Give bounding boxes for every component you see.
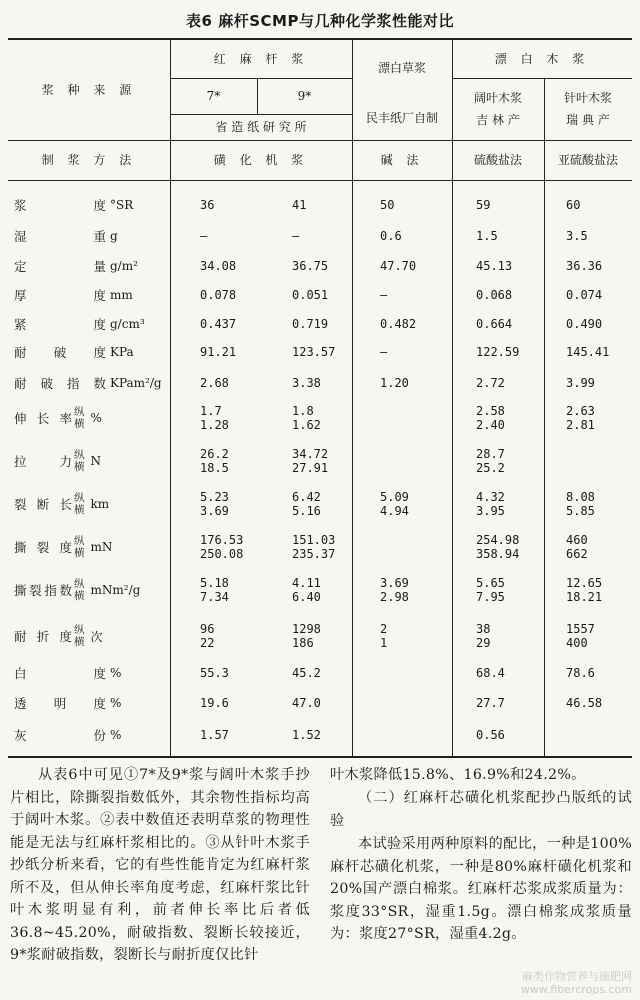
- row-label-sub: [74, 624, 85, 648]
- cell-c9: [292, 533, 335, 561]
- row-label-sub-item: 纵: [74, 449, 85, 461]
- cell-value: 400: [566, 636, 588, 650]
- row-label: [14, 191, 174, 219]
- cell-broad: 0.068: [476, 288, 513, 302]
- cell-value: 4.94: [380, 504, 409, 518]
- cell-c9: [292, 404, 321, 432]
- cell-straw: [380, 490, 409, 518]
- method-straw: 碱 法: [380, 153, 424, 167]
- row-label-sub: [74, 578, 85, 602]
- cell-value: 26.2: [200, 447, 229, 461]
- row-label: [14, 223, 174, 249]
- cell-c7: [200, 447, 229, 475]
- cell-value: 1557: [566, 622, 595, 636]
- row-label: [14, 283, 174, 307]
- cell-value: 5.85: [566, 504, 595, 518]
- cell-c7: 0.078: [200, 288, 237, 302]
- cell-value: 5.65: [476, 576, 505, 590]
- cell-broad: 27.7: [476, 696, 505, 710]
- cell-value: 3.69: [380, 576, 409, 590]
- cell-value: 1.7: [200, 404, 222, 418]
- cell-value: 2.40: [476, 418, 505, 432]
- row-label-unit: °SR: [110, 198, 134, 212]
- cell-value: 1.28: [200, 418, 229, 432]
- cell-broad: 68.4: [476, 666, 505, 680]
- cell-conifer: [566, 576, 602, 604]
- row-label: [14, 339, 174, 365]
- cell-straw: 1.20: [380, 376, 409, 390]
- cell-conifer: 3.5: [566, 229, 588, 243]
- section-heading: （二）红麻杆芯磺化机浆配抄凸版纸的试验: [330, 790, 632, 829]
- cell-c7: [200, 404, 229, 432]
- row-label-unit: N: [90, 454, 101, 468]
- row-label: [14, 370, 174, 396]
- row-label-name: 透明度: [14, 696, 106, 711]
- cell-c9: 36.75: [292, 259, 329, 273]
- row-label-sub-item: 纵: [74, 492, 85, 504]
- row-label-sub-item: 纵: [74, 578, 85, 590]
- row-label-sub: [74, 535, 85, 559]
- institute-label: 省 造 纸 研 究 所: [215, 120, 307, 134]
- cell-c9: 47.0: [292, 696, 321, 710]
- row-label-name: 白度: [14, 666, 106, 681]
- cell-broad: 1.5: [476, 229, 498, 243]
- cell-value: 176.53: [200, 533, 244, 547]
- row-label-name: 浆度: [14, 198, 106, 213]
- cell-value: 1298: [292, 622, 321, 636]
- cell-conifer: 36.36: [566, 259, 603, 273]
- cell-value: 2: [380, 622, 388, 636]
- cell-value: 18.21: [566, 590, 603, 604]
- cell-value: 7.95: [476, 590, 505, 604]
- cell-value: 2.58: [476, 404, 505, 418]
- col-7-header: 7*: [206, 89, 221, 103]
- right-paragraph-2: 本试验采用两种原料的配比，一种是100%麻杆芯磺化机浆，一种是80%麻杆磺化机浆和20%国产漂白棉浆。红麻杆芯浆成浆质量为：浆度33°SR，湿重1.5g。漂白棉浆成浆质量为：浆度27°SR，湿重4.2g。: [330, 836, 632, 942]
- cell-conifer: 145.41: [566, 345, 610, 359]
- cell-value: 18.5: [200, 461, 229, 475]
- cell-straw: 0.482: [380, 317, 417, 331]
- cell-c7: [200, 622, 214, 650]
- cell-value: 28.7: [476, 447, 505, 461]
- method-conifer: 亚硫酸盐法: [557, 153, 618, 167]
- cell-c7: [200, 490, 229, 518]
- cell-broad: [476, 622, 490, 650]
- cell-conifer: 60: [566, 198, 581, 212]
- row-label-sub-item: 纵: [74, 406, 85, 418]
- cell-c7: 0.437: [200, 317, 237, 331]
- cell-value: 1: [380, 636, 388, 650]
- cell-broad: 0.56: [476, 728, 505, 742]
- broadleaf-header: 阔叶木浆: [473, 91, 522, 105]
- cell-broad: [476, 404, 505, 432]
- row-label-sub-item: 横: [74, 590, 85, 602]
- cell-c9: 1.52: [292, 728, 321, 742]
- cell-conifer: 78.6: [566, 666, 595, 680]
- cell-value: 25.2: [476, 461, 505, 475]
- method-hemp: 磺 化 机 浆: [213, 153, 309, 167]
- right-paragraph-1: 叶木浆降低15.8%、16.9%和24.2%。: [330, 767, 586, 783]
- cell-c7: 55.3: [200, 666, 229, 680]
- cell-conifer: [566, 490, 595, 518]
- row-label-unit: KPam²/g: [110, 376, 162, 390]
- cell-c9: [292, 490, 321, 518]
- row-label-unit: g/m²: [110, 259, 138, 273]
- cell-value: 6.42: [292, 490, 321, 504]
- row-label-unit: %: [90, 411, 102, 425]
- row-label: [14, 442, 174, 480]
- cell-c7: 2.68: [200, 376, 229, 390]
- row-label-unit: mNm²/g: [90, 583, 141, 597]
- cell-c9: —: [292, 229, 300, 243]
- cell-straw: [380, 622, 387, 650]
- row-label-unit: mm: [110, 288, 133, 302]
- row-label: [14, 690, 174, 716]
- cell-broad: [476, 576, 505, 604]
- straw-header: 漂白草浆: [377, 60, 426, 75]
- cell-value: 7.34: [200, 590, 229, 604]
- table-title: 表6 麻杆SCMP与几种化学浆性能对比: [186, 12, 454, 30]
- cell-value: 34.72: [292, 447, 329, 461]
- cell-value: 5.23: [200, 490, 229, 504]
- cell-value: 460: [566, 533, 588, 547]
- cell-conifer: 3.99: [566, 376, 595, 390]
- row-label: [14, 253, 174, 279]
- cell-value: 662: [566, 547, 588, 561]
- row-label-unit: %: [110, 696, 122, 710]
- row-label-name: 拉力: [14, 454, 72, 469]
- row-label: [14, 570, 174, 610]
- cell-value: 2.98: [380, 590, 409, 604]
- cell-value: 186: [292, 636, 314, 650]
- cell-value: 29: [476, 636, 491, 650]
- table-bottom-rule: [8, 756, 632, 758]
- cell-c7: 36: [200, 198, 215, 212]
- cell-c9: 45.2: [292, 666, 321, 680]
- cell-c9: [292, 447, 328, 475]
- cell-conifer: 46.58: [566, 696, 603, 710]
- cell-straw: [380, 576, 409, 604]
- left-paragraph: 从表6中可见①7*及9*浆与阔叶木浆手抄片相比，除撕裂指数低外，其余物性指标均高于阔叶木浆。②表中数值还表明草浆的物理性能是无法与红麻杆浆相比的。③从针叶木浆手抄纸分析来看，它的有些性能肯定为红麻杆浆所不及，但从伸长率角度考虑，红麻杆浆比针叶木浆明显有利，前者伸长率比后者低36.8~45.20%，耐破指数、裂断长较接近，9*浆耐破指数，裂断长与耐折度仅比针: [10, 767, 310, 963]
- cell-broad: [476, 533, 519, 561]
- row-label-unit: %: [110, 666, 122, 680]
- cell-c9: 0.719: [292, 317, 329, 331]
- row-label-sub-item: 横: [74, 504, 85, 516]
- cell-c7: —: [200, 229, 208, 243]
- row-label-name: 紧度: [14, 317, 106, 332]
- broadleaf-source: 吉 林 产: [476, 113, 520, 127]
- cell-value: 1.62: [292, 418, 321, 432]
- cell-broad: 2.72: [476, 376, 505, 390]
- row-label: [14, 311, 174, 337]
- cell-c9: [292, 622, 321, 650]
- cell-value: 3.69: [200, 504, 229, 518]
- cell-value: 2.63: [566, 404, 595, 418]
- cell-value: 4.32: [476, 490, 505, 504]
- row-label: [14, 616, 174, 656]
- header-line: [8, 180, 632, 181]
- cell-value: 27.91: [292, 461, 329, 475]
- cell-c7: 19.6: [200, 696, 229, 710]
- cell-broad: 45.13: [476, 259, 513, 273]
- cell-c7: 91.21: [200, 345, 237, 359]
- row-label-name: 耐破指数: [14, 376, 106, 391]
- cell-straw: —: [380, 345, 388, 359]
- row-label-name: 耐破度: [14, 345, 106, 360]
- cell-value: 151.03: [292, 533, 336, 547]
- row-label-name: 灰份: [14, 728, 106, 743]
- row-label: [14, 660, 174, 686]
- row-label: [14, 528, 174, 566]
- cell-value: 2.81: [566, 418, 595, 432]
- conifer-source: 瑞 典 产: [566, 113, 610, 127]
- cell-conifer: [566, 533, 588, 561]
- cell-c9: 0.051: [292, 288, 329, 302]
- cell-value: 254.98: [476, 533, 520, 547]
- row-label-sub-item: 横: [74, 636, 85, 648]
- row-label-sub-item: 横: [74, 547, 85, 559]
- cell-c9: 41: [292, 198, 307, 212]
- row-label-sub: [74, 449, 85, 473]
- row-label-sub-item: 横: [74, 418, 85, 430]
- cell-value: 22: [200, 636, 215, 650]
- cell-broad: 122.59: [476, 345, 520, 359]
- row-label-name: 耐折度: [14, 629, 72, 644]
- row-label-name: 伸长率: [14, 411, 72, 426]
- cell-c7: [200, 576, 229, 604]
- row-label-sub-item: 横: [74, 461, 85, 473]
- cell-c9: 3.38: [292, 376, 321, 390]
- cell-conifer: [566, 622, 595, 650]
- row-label-name: 定量: [14, 259, 106, 274]
- cell-conifer: 0.074: [566, 288, 603, 302]
- row-label-name: 撕裂指数: [14, 583, 72, 598]
- cell-value: 12.65: [566, 576, 603, 590]
- cell-straw: 50: [380, 198, 395, 212]
- row-label-name: 湿重: [14, 229, 106, 244]
- cell-conifer: [566, 404, 595, 432]
- row-label-name: 撕裂度: [14, 540, 72, 555]
- row-label-sub: [74, 406, 85, 430]
- header-line: [452, 78, 632, 79]
- cell-value: 250.08: [200, 547, 244, 561]
- conifer-header: 针叶木浆: [563, 91, 612, 105]
- cell-value: 6.40: [292, 590, 321, 604]
- row-label-unit: g/cm³: [110, 317, 145, 331]
- row-label-unit: 次: [90, 629, 103, 644]
- row-label-sub: [74, 492, 85, 516]
- cell-value: 5.16: [292, 504, 321, 518]
- cell-value: 3.95: [476, 504, 505, 518]
- row-label-unit: g: [110, 229, 118, 243]
- cell-straw: 47.70: [380, 259, 417, 273]
- watermark-line-2: www.fibercrops.com: [520, 983, 632, 996]
- row-label-unit: %: [110, 728, 122, 742]
- cell-value: 358.94: [476, 547, 520, 561]
- cell-broad: 59: [476, 198, 491, 212]
- method-broadleaf: 硫酸盐法: [473, 153, 522, 167]
- cell-value: 1.8: [292, 404, 314, 418]
- cell-value: 5.09: [380, 490, 409, 504]
- cell-c7: [200, 533, 243, 561]
- row-label: [14, 484, 174, 524]
- row-label-unit: KPa: [110, 345, 134, 359]
- cell-value: 96: [200, 622, 215, 636]
- row-label-unit: km: [90, 497, 110, 511]
- row-label-unit: mN: [90, 540, 113, 554]
- cell-straw: —: [380, 288, 388, 302]
- cell-conifer: 0.490: [566, 317, 603, 331]
- straw-source: 民丰纸厂自制: [365, 110, 438, 125]
- cell-broad: [476, 447, 505, 475]
- cell-value: 38: [476, 622, 491, 636]
- row-label-sub-item: 纵: [74, 535, 85, 547]
- row-label-name: 裂断长: [14, 497, 72, 512]
- cell-c9: [292, 576, 321, 604]
- watermark-line-1: 麻类作物营养与施肥网: [522, 970, 632, 983]
- method-label: 制 浆 方 法: [41, 153, 137, 167]
- row-label-sub-item: 纵: [74, 624, 85, 636]
- wood-group-header: 漂 白 木 浆: [494, 52, 590, 66]
- row-label: [14, 399, 174, 437]
- cell-straw: 0.6: [380, 229, 402, 243]
- row-label-name: 厚度: [14, 288, 106, 303]
- cell-value: 8.08: [566, 490, 595, 504]
- col-9-header: 9*: [297, 89, 312, 103]
- cell-broad: [476, 490, 505, 518]
- cell-c7: 1.57: [200, 728, 229, 742]
- cell-value: 235.37: [292, 547, 336, 561]
- cell-c7: 34.08: [200, 259, 237, 273]
- row-label: [14, 722, 174, 748]
- source-label: 浆 种 来 源: [41, 83, 137, 97]
- cell-value: 5.18: [200, 576, 229, 590]
- cell-c9: 123.57: [292, 345, 336, 359]
- cell-value: 4.11: [292, 576, 321, 590]
- hemp-group-header: 红 麻 杆 浆: [213, 52, 309, 66]
- cell-broad: 0.664: [476, 317, 513, 331]
- watermark: [521, 970, 632, 996]
